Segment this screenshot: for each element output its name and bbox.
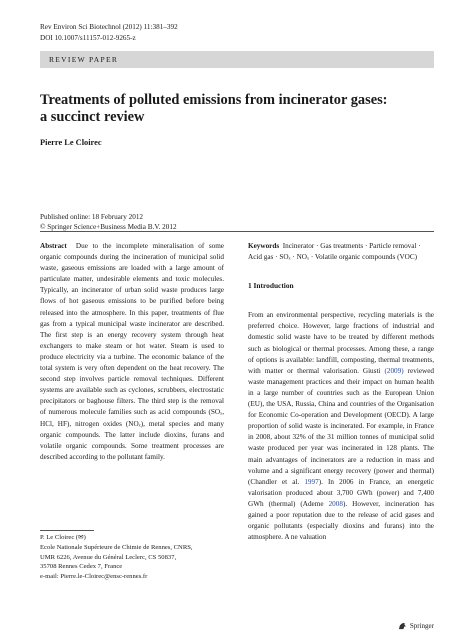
published-date: Published online: 18 February 2012 <box>40 213 144 221</box>
citation-link[interactable]: (2009) <box>384 366 404 375</box>
abstract-label: Abstract <box>40 242 67 250</box>
citation-link[interactable]: 1997 <box>304 477 319 486</box>
publisher-logo <box>398 622 434 630</box>
right-column <box>248 241 434 543</box>
author-email[interactable]: e-mail: Pierre.le-Cloirec@ensc-rennes.fr <box>40 573 148 581</box>
author-footnote: P. Le Cloirec (✉) Ecole Nationale Supérieure de Chimie de Rennes, CNRS, UMR 6226, Avenue du Général Leclerc, CS 50837, 35708 Rennes Cedex 7, France e-mail: Pierre.le-Cloirec@ensc-rennes.fr <box>40 534 193 581</box>
publication-info <box>40 212 177 232</box>
article-title <box>40 92 440 126</box>
copyright: © Springer Science+Business Media B.V. 2012 <box>40 223 177 231</box>
keywords-text: Incinerator · Gas treatments · Particle removal · Acid gas · SOₓ · NOₓ · Volatile organic compounds (VOC) <box>248 242 421 262</box>
title-line-2: a succinct review <box>40 109 145 125</box>
journal-citation: Rev Environ Sci Biotechnol (2012) 11:381–392 <box>40 23 178 31</box>
abstract-block <box>40 241 224 463</box>
abstract-text: Due to the incomplete mineralisation of some organic compounds during the incineration of municipal solid waste, gaseous emissions are loaded with a large amount of particulate matter, undesirable elements and toxic molecules. Typically, an incinerator of urban solid waste produces large flows of hot gaseous emissions to be purified before being released into the atmosphere. In this paper, treatments of flue gas from a typical municipal waste incinerator are described. The first step is an energy recovery system through heat exchangers to make steam or hot water. Steam is used to produce electricity via a turbine. The economic balance of the total system is very often dependent on the heat recovery. The second step involves particle removal techniques. Different systems are available such as cyclones, scrubbers, electrostatic precipitators or baghouse filters. The third step is the removal of numerous molecule families such as acid compounds (SOₓ, HCl, HF), nitrogen oxides (NOₓ), metal species and many organic compounds. The latter include dioxins, furans and volatile organic compounds. Some treatment processes are described according to the pollutant family. <box>40 242 224 461</box>
intro-paragraph: From an environmental perspective, recycling materials is the preferred choice. However, large fractions of industrial and domestic solid waste have to be treated by different methods such as biological or thermal processes. Among these, a range of options is available: landfill, composting, thermal treatments, with matter or thermal valorisation. Giusti (2009) reviewed waste management practices and their impact on human health in a large number of countries such as the European Union (EU), the USA, Russia, China and countries of the Organisation for Economic Co-operation and Development (OECD). A large proportion of solid waste is incinerated. For example, in France in 2008, about 32% of the 31 million tonnes of municipal solid waste produced per year was incinerated in 128 plants. The main advantages of incinerators are a reduction in mass and volume and a significant energy recovery (power and thermal) (Chandler et al. 1997). In 2006 in France, an energetic valorisation produced about 3,700 GWh (power) and 7,400 GWh (thermal) (Ademe 2008). However, incineration has gained a poor reputation due to the release of acid gases and organic pollutants (especially dioxins and furans) into the atmosphere. A ne valuation <box>248 311 434 542</box>
title-line-1: Treatments of polluted emissions from incinerator gases: <box>40 92 388 108</box>
citation-link[interactable]: 2008 <box>328 499 343 508</box>
footnote-rule <box>40 530 94 531</box>
keywords-label: Keywords <box>248 242 280 250</box>
doi: DOI 10.1007/s11157-012-9265-z <box>40 33 136 42</box>
journal-meta <box>40 22 178 43</box>
springer-horse-icon <box>398 622 407 630</box>
publisher-name: Springer <box>409 622 434 630</box>
section-heading: 1 Introduction <box>248 281 294 291</box>
article-type-band: REVIEW PAPER <box>40 51 434 68</box>
author-name: Pierre Le Cloirec <box>40 138 102 147</box>
keywords-block <box>248 241 434 263</box>
divider <box>40 231 434 232</box>
